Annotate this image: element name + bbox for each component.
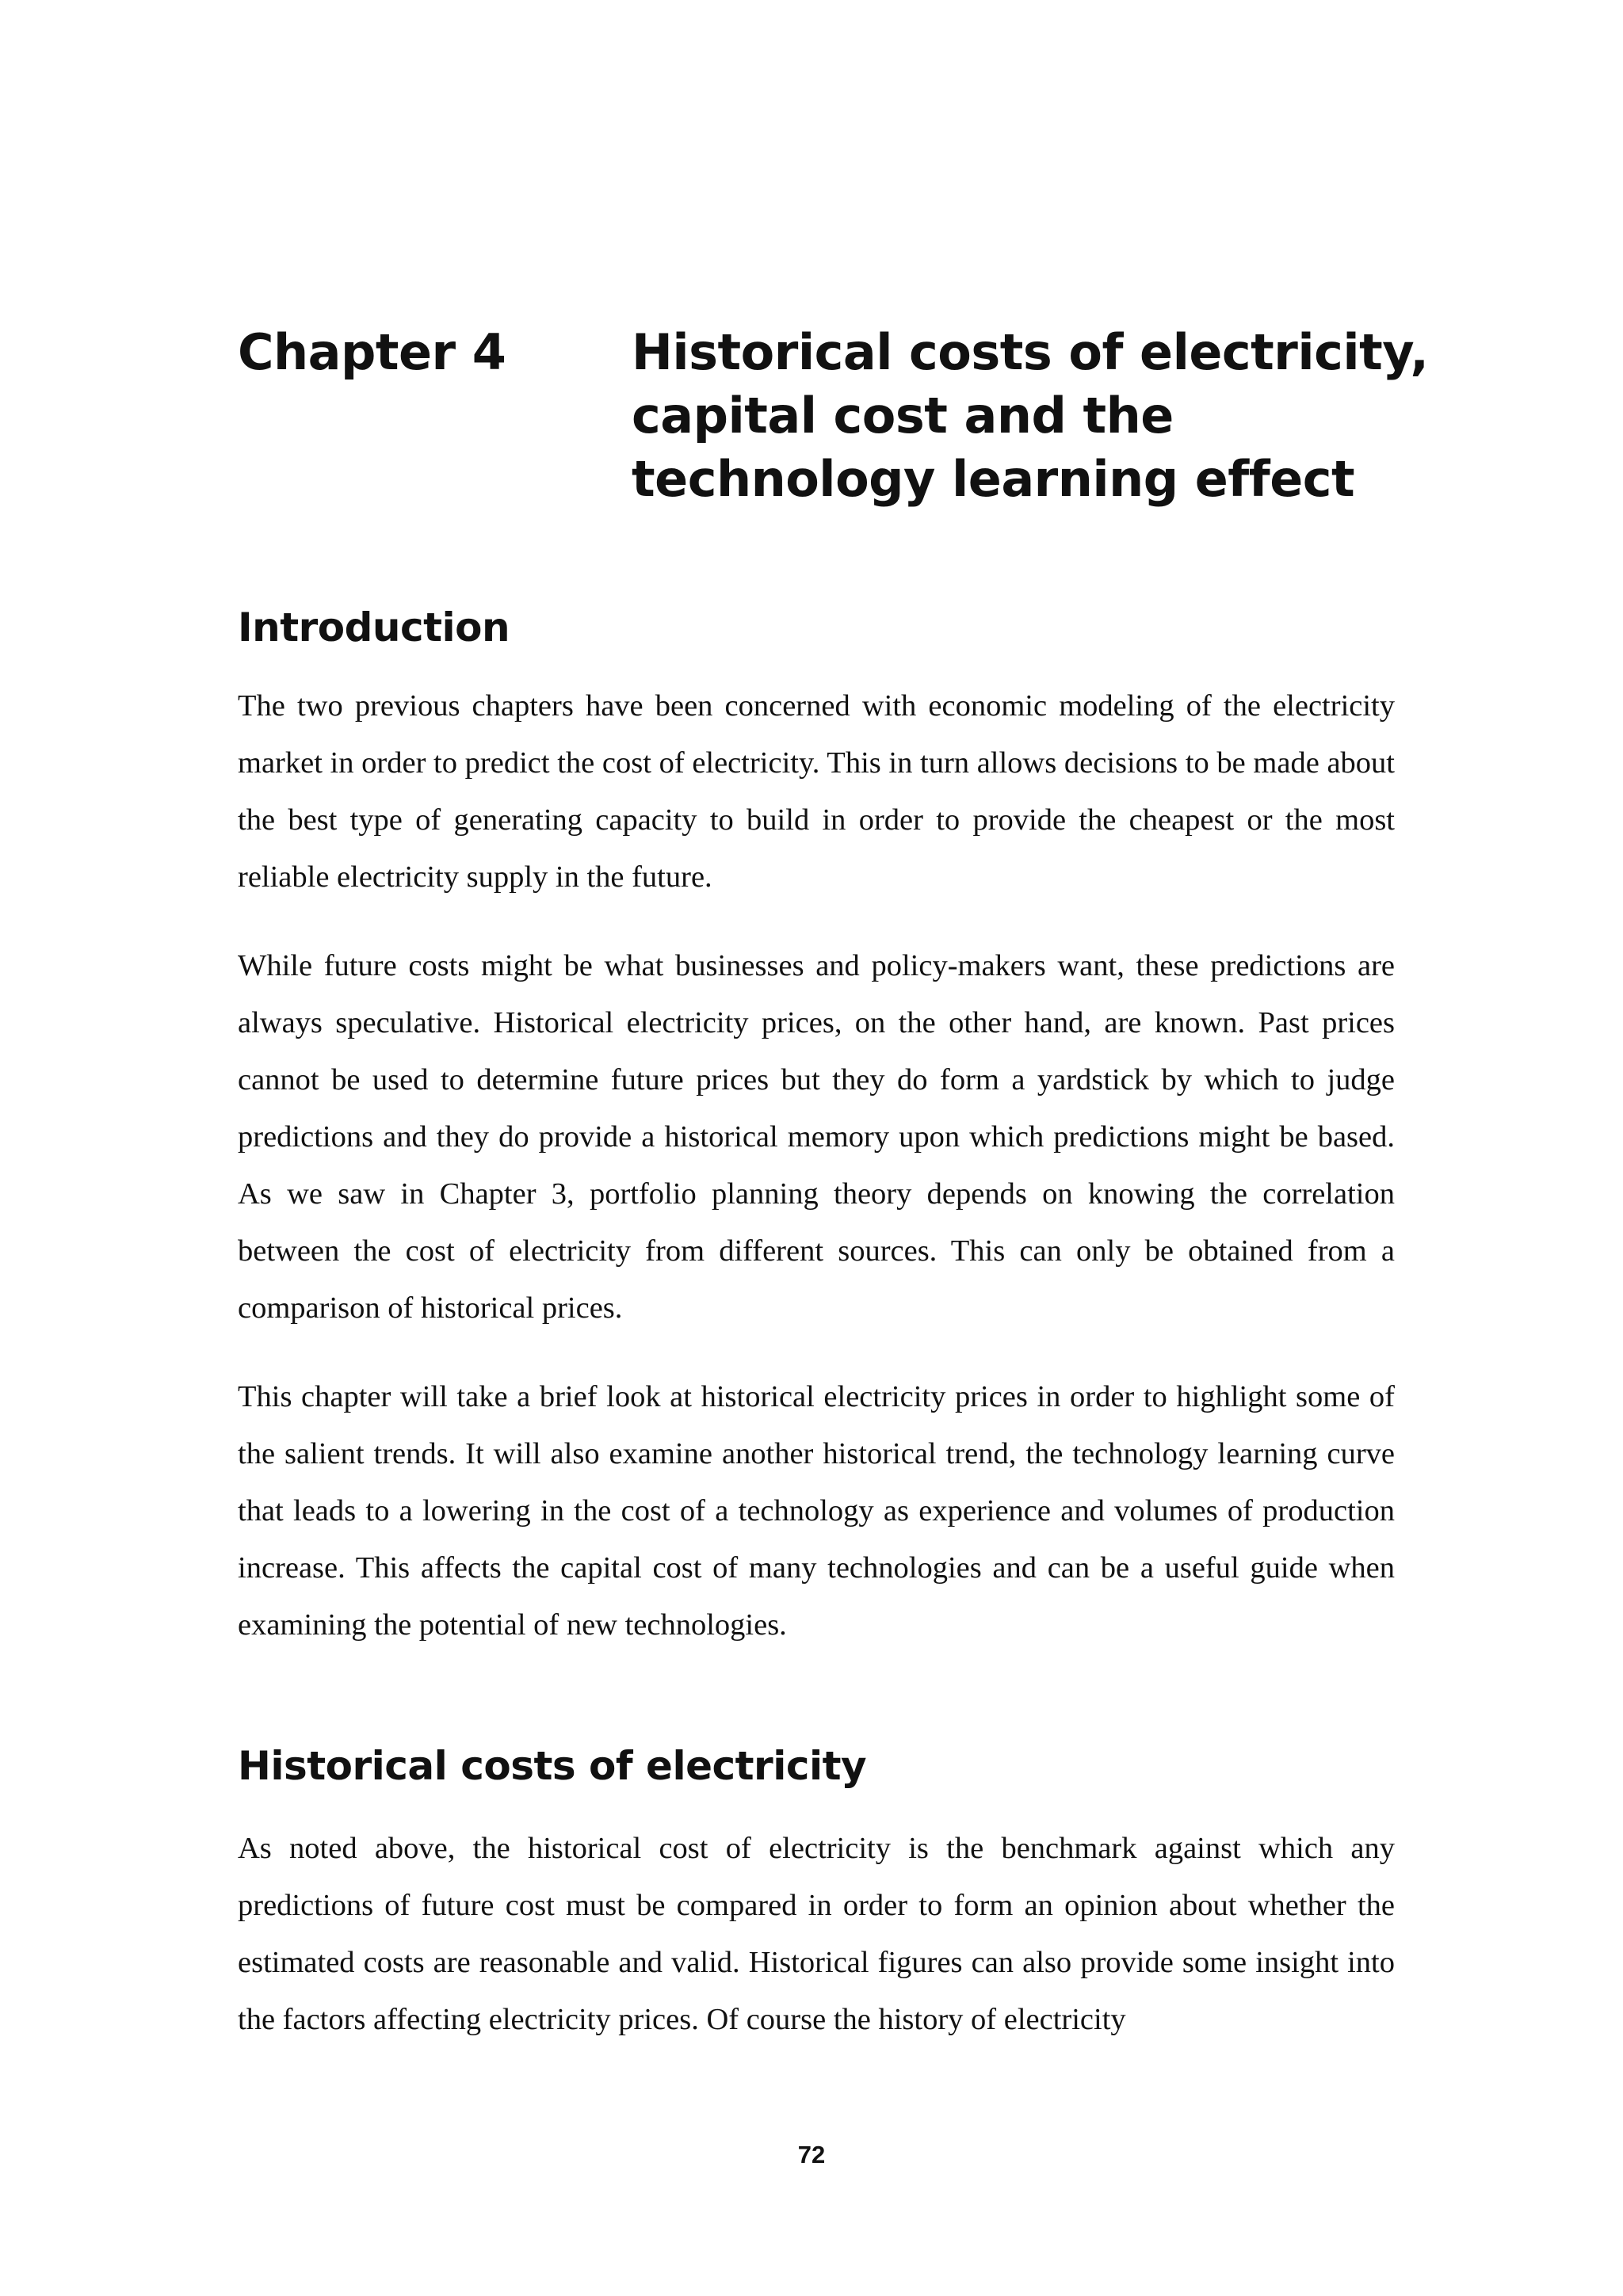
chapter-title-line: Historical costs of electricity, xyxy=(632,323,1429,381)
body-paragraph: As noted above, the historical cost of electricity is the benchmark against which any predictions of future cost must be compared in order to form an opinion about whether the estimated costs are reasonable and valid. Historical figures can also provide some insight into the factors affecting electricity prices. Of course the history of electricity xyxy=(238,1832,1395,2036)
body-paragraph: The two previous chapters have been concerned with economic modeling of the electricity market in order to predict the cost of electricity. This in turn allows decisions to be made about the best type of generating capacity to build in order to provide the cheapest or the most reliable electricity supply in the future. xyxy=(238,689,1395,894)
chapter-title-line: technology learning effect xyxy=(632,450,1355,508)
chapter-title-line: capital cost and the xyxy=(632,387,1174,444)
section-heading-historical-costs: Historical costs of electricity xyxy=(238,1743,867,1789)
section-heading-introduction: Introduction xyxy=(238,605,510,650)
chapter-title xyxy=(632,321,1429,511)
body-paragraph: While future costs might be what businesses and policy-makers want, these predictions are always speculative. Historical electricity prices, on the other hand, are known. Past prices cannot be used to determine future prices but they do form a yardstick by which to judge predictions and they do provide a historical memory upon which predictions might be based. As we saw in Chapter 3, portfolio planning theory depends on knowing the correlation between the cost of electricity from different sources. This can only be obtained from a comparison of historical prices. xyxy=(238,949,1395,1325)
page-number: 72 xyxy=(797,2141,826,2168)
chapter-label: Chapter 4 xyxy=(238,323,506,381)
body-paragraph: This chapter will take a brief look at historical electricity prices in order to highlight some of the salient trends. It will also examine another historical trend, the technology learning curve that leads to a lowering in the cost of a technology as experience and volumes of production increase. This affects the capital cost of many technologies and can be a useful guide when examining the potential of new technologies. xyxy=(238,1380,1395,1642)
